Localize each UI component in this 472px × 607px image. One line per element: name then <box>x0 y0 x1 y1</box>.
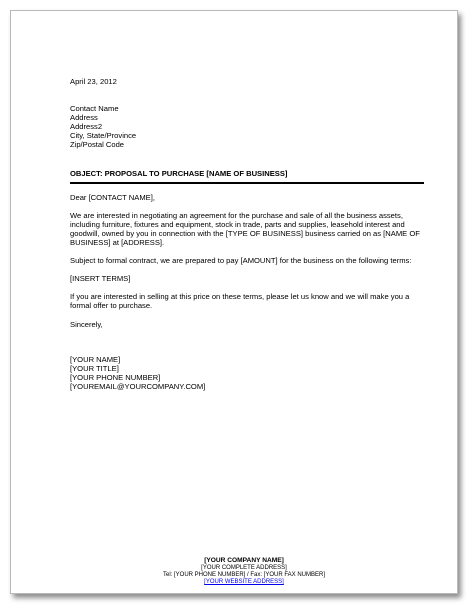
document-page <box>10 10 458 594</box>
paragraph-subject <box>70 256 425 265</box>
recipient-address <box>70 104 425 149</box>
insert-terms <box>70 274 425 283</box>
address-line: Address2 <box>70 122 103 132</box>
signature-line: [YOUR TITLE] <box>70 363 119 373</box>
footer-phone-fax: Tel: [YOUR PHONE NUMBER] / Fax: [YOUR FAX NUMBER] <box>162 572 326 578</box>
salutation <box>70 193 425 202</box>
object-line: OBJECT: PROPOSAL TO PURCHASE [NAME OF BUSINESS] <box>70 169 424 184</box>
paragraph-offer <box>70 292 425 310</box>
footer-address: [YOUR COMPLETE ADDRESS] <box>201 565 287 571</box>
signature-block <box>70 355 425 391</box>
address-line: City, State/Province <box>70 131 137 141</box>
letter-date <box>70 77 425 86</box>
date-text: April 23, 2012 <box>70 77 117 86</box>
closing <box>70 320 425 329</box>
paragraph-interest <box>70 211 425 247</box>
letter-body <box>70 77 425 391</box>
closing-text: Sincerely, <box>70 319 103 329</box>
paragraph-line: formal offer to purchase. <box>70 301 153 311</box>
paragraph-line: BUSINESS] at [ADDRESS]. <box>70 238 165 248</box>
footer-company-name: [YOUR COMPANY NAME] <box>204 557 284 564</box>
signature-line: [YOUREMAIL@YOURCOMPANY.COM] <box>70 381 206 391</box>
paragraph-line: goodwill, owned by you in connection with the [TYPE OF BUSINESS] business carried on as [NAME OF <box>70 228 420 238</box>
address-line: Address <box>70 113 98 123</box>
footer-website-link[interactable]: [YOUR WEBSITE ADDRESS] <box>204 579 284 585</box>
paragraph-line: If you are interested in selling at this price on these terms, please let us know and we will make you a <box>70 292 410 302</box>
salutation-text: Dear [CONTACT NAME], <box>70 192 155 202</box>
signature-line: [YOUR PHONE NUMBER] <box>70 372 161 382</box>
paragraph-line: We are interested in negotiating an agreement for the purchase and sale of all the business assets, <box>70 210 403 220</box>
address-line: Zip/Postal Code <box>70 140 125 150</box>
paragraph-line: including furniture, fixtures and equipment, stock in trade, parts and supplies, leasehold interest and <box>70 219 405 229</box>
insert-terms-text: [INSERT TERMS] <box>70 274 131 284</box>
paragraph-line: Subject to formal contract, we are prepared to pay [AMOUNT] for the business on the following terms: <box>70 256 412 266</box>
address-line: Contact Name <box>70 104 119 114</box>
signature-line: [YOUR NAME] <box>70 354 121 364</box>
letterhead-footer <box>11 557 472 586</box>
